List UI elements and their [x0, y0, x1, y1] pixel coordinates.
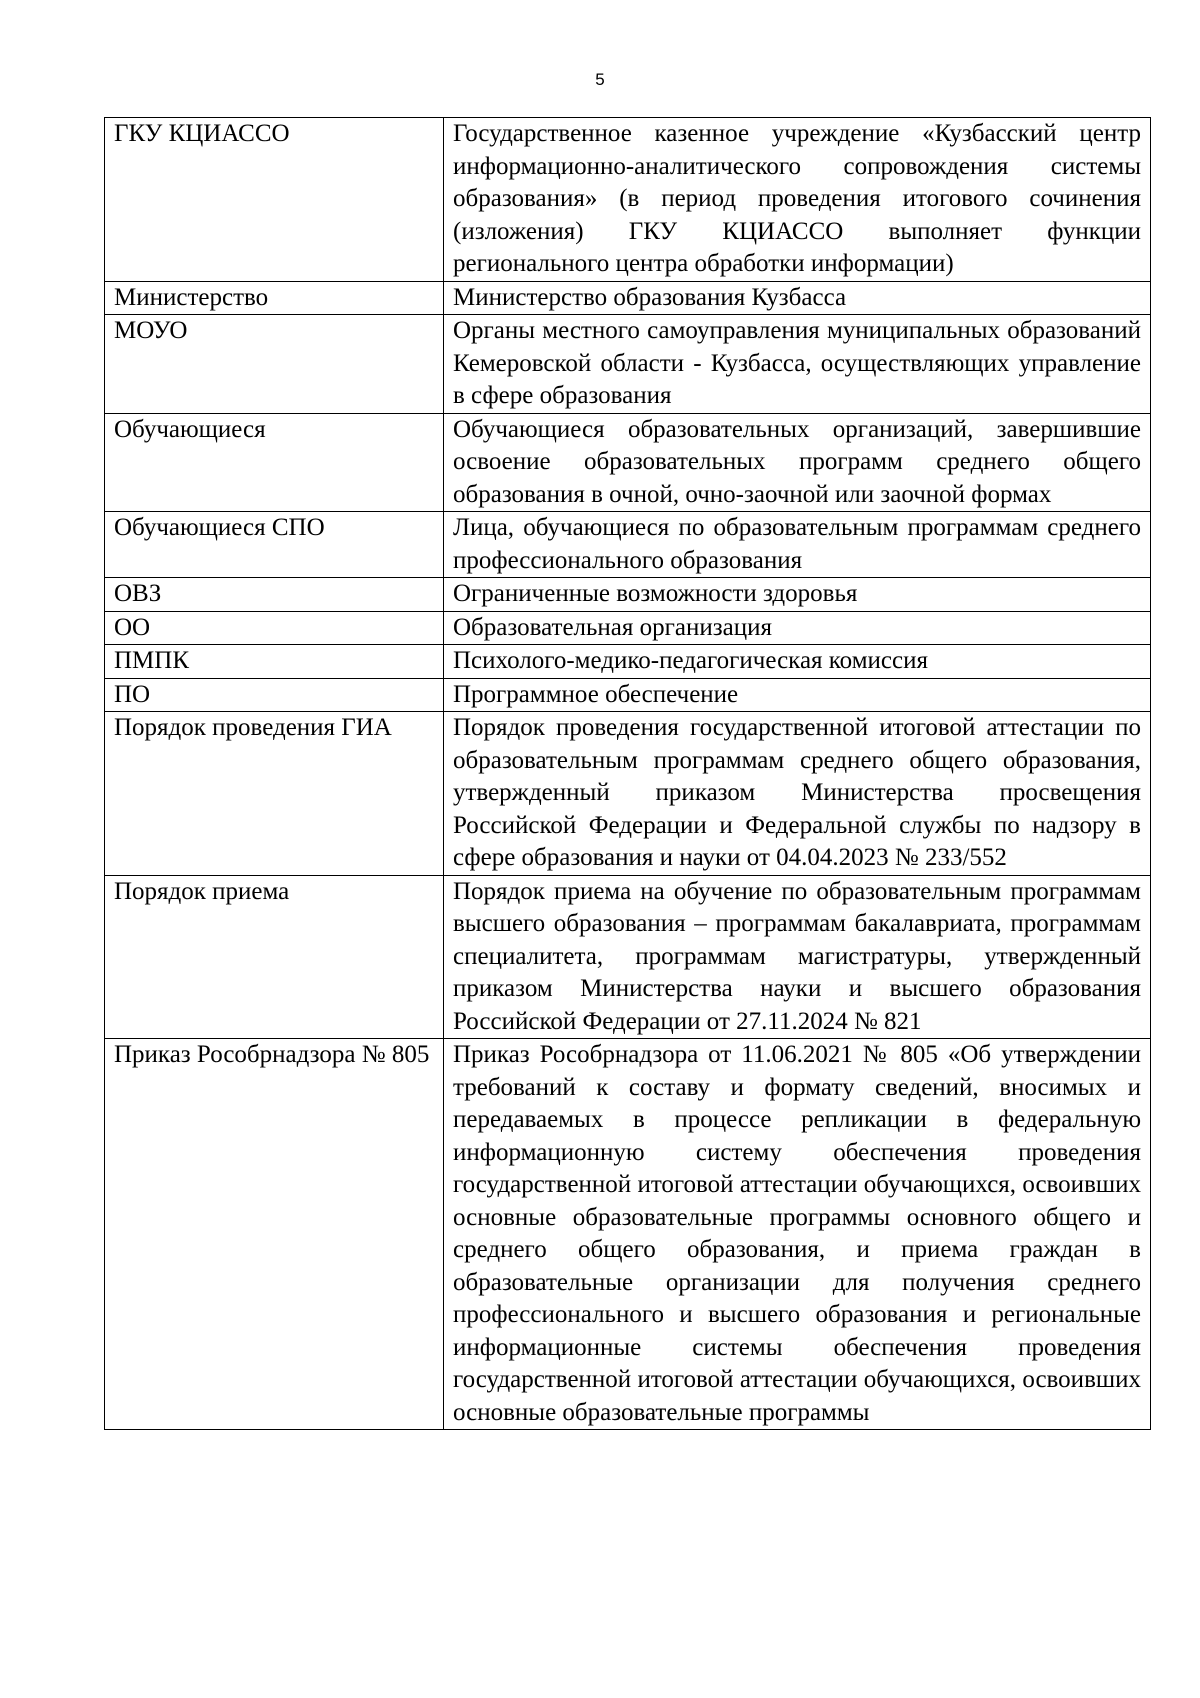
definition-cell: Ограниченные возможности здоровья: [444, 578, 1151, 612]
table-row: [105, 712, 1151, 876]
term-cell: ПМПК: [105, 645, 444, 679]
definition-cell: Программное обеспечение: [444, 678, 1151, 712]
table-row: [105, 413, 1151, 512]
term-cell: Обучающиеся СПО: [105, 512, 444, 578]
definition-cell: Порядок приема на обучение по образовательным программам высшего образования – программам бакалавриата, программам специалитета, программам магистратуры, утвержденный приказом Министерства науки и высшего образования Российской Федерации от 27.11.2024 № 821: [444, 875, 1151, 1039]
table-row: [105, 281, 1151, 315]
definition-cell: Приказ Рособрнадзора от 11.06.2021 № 805 «Об утверждении требований к составу и формату сведений, вносимых и передаваемых в процессе репликации в федеральную информационную систему обеспечения проведения государственной итоговой аттестации обучающихся, освоивших основные образовательные программы основного общего и среднего общего образования, и приема граждан в образовательные организации для получения среднего профессионального и высшего образования и региональные информационные системы обеспечения проведения государственной итоговой аттестации обучающихся, освоивших основные образовательные программы: [444, 1039, 1151, 1430]
table-row: [105, 315, 1151, 414]
table-row: [105, 678, 1151, 712]
table-row: [105, 645, 1151, 679]
table-row: [105, 118, 1151, 282]
term-cell: Министерство: [105, 281, 444, 315]
term-cell: Порядок приема: [105, 875, 444, 1039]
table-row: [105, 512, 1151, 578]
definition-cell: Органы местного самоуправления муниципальных образований Кемеровской области - Кузбасса, осуществляющих управление в сфере образования: [444, 315, 1151, 414]
table-row: [105, 1039, 1151, 1430]
term-cell: Порядок проведения ГИА: [105, 712, 444, 876]
abbreviations-table: [104, 117, 1151, 1430]
definition-cell: Образовательная организация: [444, 611, 1151, 645]
definition-cell: Обучающиеся образовательных организаций, завершившие освоение образовательных программ среднего общего образования в очной, очно-заочной или заочной формах: [444, 413, 1151, 512]
definition-cell: Государственное казенное учреждение «Кузбасский центр информационно-аналитического сопровождения системы образования» (в период проведения итогового сочинения (изложения) ГКУ КЦИАССО выполняет функции регионального центра обработки информации): [444, 118, 1151, 282]
term-cell: Обучающиеся: [105, 413, 444, 512]
definition-cell: Порядок проведения государственной итоговой аттестации по образовательным программам среднего общего образования, утвержденный приказом Министерства просвещения Российской Федерации и Федеральной службы по надзору в сфере образования и науки от 04.04.2023 № 233/552: [444, 712, 1151, 876]
page-number: 5: [595, 70, 605, 89]
term-cell: ОО: [105, 611, 444, 645]
definition-cell: Министерство образования Кузбасса: [444, 281, 1151, 315]
term-cell: ОВЗ: [105, 578, 444, 612]
table-row: [105, 611, 1151, 645]
definition-cell: Психолого-медико-педагогическая комиссия: [444, 645, 1151, 679]
table-row: [105, 578, 1151, 612]
term-cell: МОУО: [105, 315, 444, 414]
table-row: [105, 875, 1151, 1039]
term-cell: Приказ Рособрнадзора № 805: [105, 1039, 444, 1430]
term-cell: ГКУ КЦИАССО: [105, 118, 444, 282]
definition-cell: Лица, обучающиеся по образовательным программам среднего профессионального образования: [444, 512, 1151, 578]
term-cell: ПО: [105, 678, 444, 712]
